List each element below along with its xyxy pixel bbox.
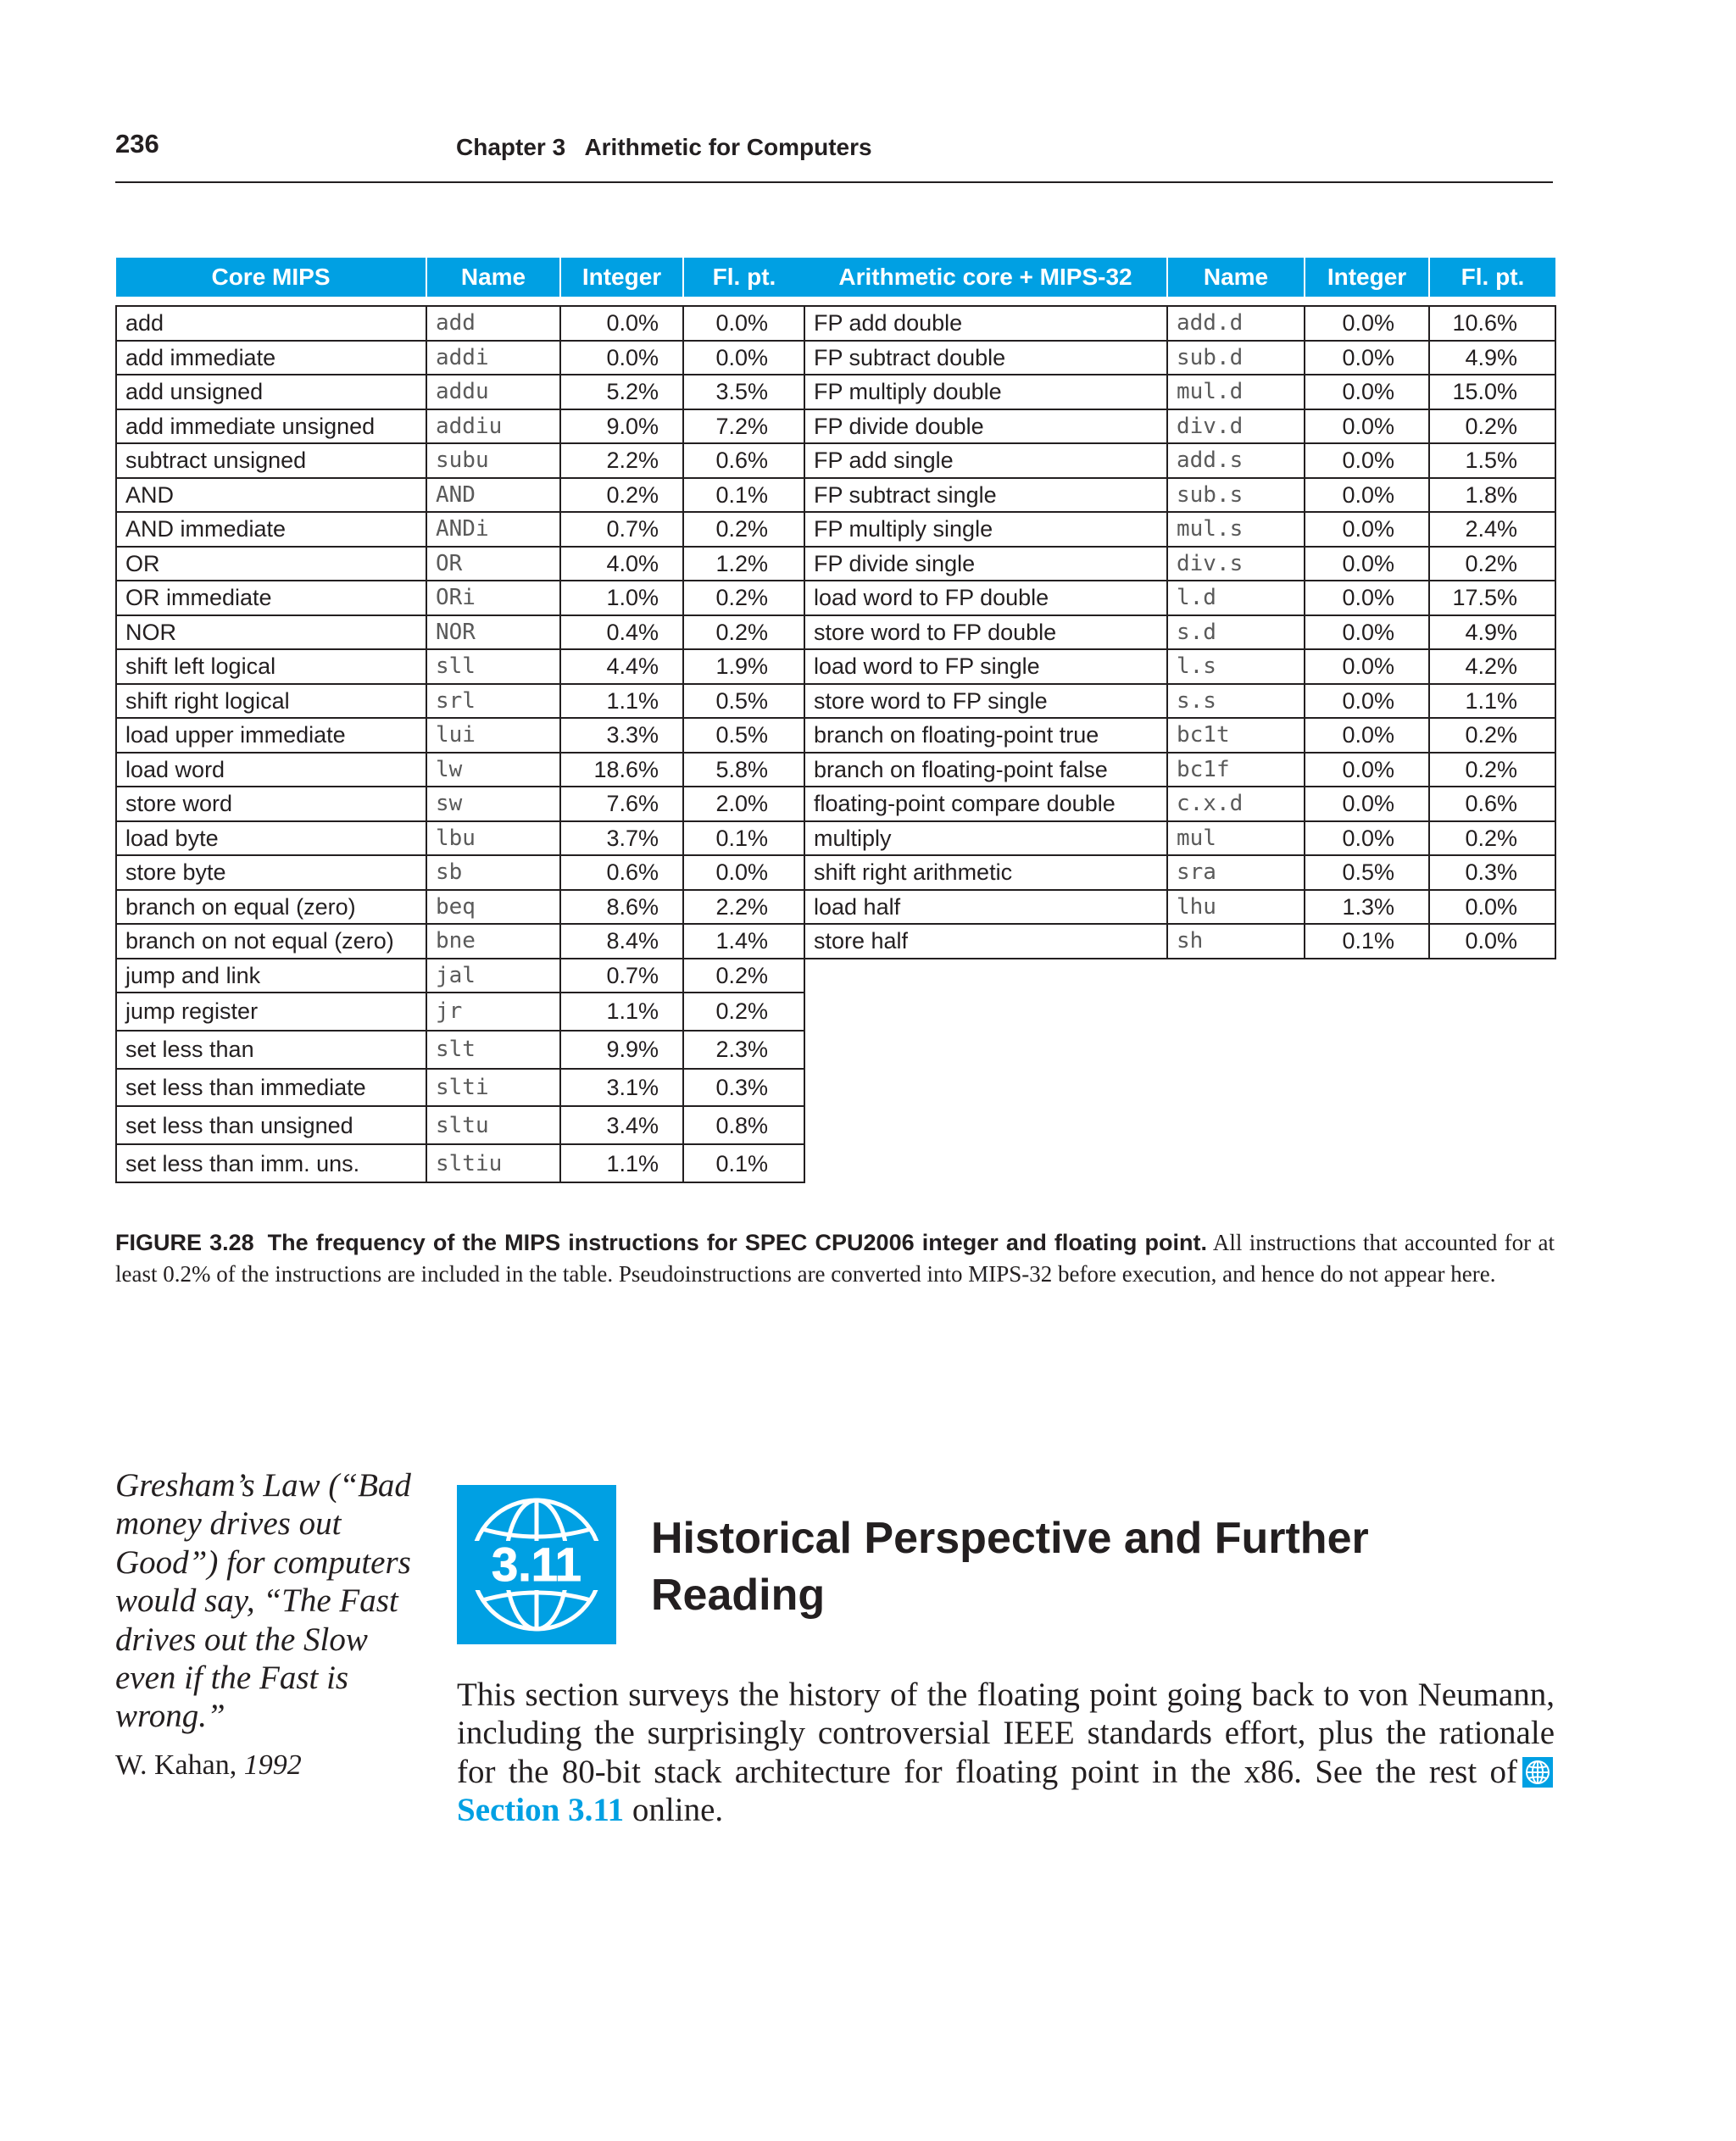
fp-frequency: 0.2% — [1429, 718, 1555, 753]
mnemonic: add — [426, 306, 560, 341]
mnemonic: srl — [426, 684, 560, 719]
mnemonic: bc1t — [1167, 718, 1305, 753]
epigraph-quote: Gresham’s Law (“Bad money drives out Good”) for computers would say, “The Fast drives out the Slow even if the Fast is wrong.” — [115, 1467, 411, 1735]
table-row — [116, 718, 804, 753]
section-body-end: online. — [632, 1792, 724, 1829]
fp-frequency: 4.2% — [1429, 649, 1555, 684]
table-row — [116, 478, 804, 513]
fp-frequency: 1.1% — [1429, 684, 1555, 719]
mnemonic: jal — [426, 959, 560, 993]
mnemonic: addiu — [426, 409, 560, 444]
instruction-name: OR — [116, 547, 426, 581]
section-heading: Historical Perspective and Further Reading — [651, 1514, 1369, 1620]
table-row — [804, 581, 1555, 615]
instruction-name: load half — [804, 890, 1167, 925]
integer-frequency: 8.4% — [560, 924, 683, 959]
integer-frequency: 0.0% — [1305, 581, 1429, 615]
instruction-name: branch on floating-point true — [804, 718, 1167, 753]
instruction-name: set less than unsigned — [116, 1106, 426, 1144]
table-row — [804, 718, 1555, 753]
mnemonic: addi — [426, 341, 560, 375]
table-row — [116, 649, 804, 684]
mnemonic: sll — [426, 649, 560, 684]
mnemonic: NOR — [426, 615, 560, 650]
table-row — [116, 306, 804, 341]
instruction-name: FP multiply double — [804, 375, 1167, 409]
core-mips-table — [115, 258, 805, 1183]
mnemonic: ANDi — [426, 512, 560, 547]
epigraph-author — [115, 1749, 302, 1782]
table-row — [116, 1144, 804, 1182]
instruction-name: add immediate unsigned — [116, 409, 426, 444]
fp-frequency: 0.6% — [1429, 787, 1555, 821]
integer-frequency: 1.1% — [560, 993, 683, 1031]
integer-frequency: 0.0% — [560, 341, 683, 375]
mnemonic: c.x.d — [1167, 787, 1305, 821]
fp-frequency: 0.0% — [1429, 924, 1555, 959]
fp-frequency: 0.2% — [683, 959, 804, 993]
fp-frequency: 1.2% — [683, 547, 804, 581]
instruction-name: FP divide double — [804, 409, 1167, 444]
table-header-row — [116, 258, 804, 297]
column-header: Fl. pt. — [683, 258, 804, 297]
integer-frequency: 8.6% — [560, 890, 683, 925]
table-row — [804, 753, 1555, 787]
instruction-name: add immediate — [116, 341, 426, 375]
web-link-icon — [1522, 1757, 1553, 1788]
fp-frequency: 0.2% — [1429, 821, 1555, 856]
integer-frequency: 0.0% — [1305, 615, 1429, 650]
chapter-title: Chapter 3 Arithmetic for Computers — [456, 134, 872, 160]
instruction-name: shift right arithmetic — [804, 855, 1167, 890]
table-row — [116, 341, 804, 375]
figure-caption — [115, 1227, 1555, 1290]
instruction-name: jump and link — [116, 959, 426, 993]
integer-frequency: 0.0% — [1305, 306, 1429, 341]
fp-frequency: 3.5% — [683, 375, 804, 409]
integer-frequency: 4.4% — [560, 649, 683, 684]
mnemonic: slt — [426, 1031, 560, 1069]
mnemonic: s.d — [1167, 615, 1305, 650]
integer-frequency: 0.0% — [1305, 684, 1429, 719]
fp-frequency: 0.3% — [683, 1069, 804, 1107]
instruction-name: store half — [804, 924, 1167, 959]
table-row — [804, 409, 1555, 444]
fp-frequency: 10.6% — [1429, 306, 1555, 341]
mnemonic: sh — [1167, 924, 1305, 959]
integer-frequency: 0.0% — [1305, 547, 1429, 581]
fp-frequency: 0.0% — [683, 341, 804, 375]
table-row — [116, 753, 804, 787]
fp-frequency: 15.0% — [1429, 375, 1555, 409]
integer-frequency: 3.3% — [560, 718, 683, 753]
fp-frequency: 2.0% — [683, 787, 804, 821]
table-row — [804, 478, 1555, 513]
instruction-name: FP divide single — [804, 547, 1167, 581]
table-row — [116, 855, 804, 890]
instruction-name: load word to FP double — [804, 581, 1167, 615]
instruction-name: FP add single — [804, 443, 1167, 478]
table-row — [804, 615, 1555, 650]
fp-frequency: 4.9% — [1429, 341, 1555, 375]
table-row — [116, 959, 804, 993]
integer-frequency: 0.0% — [1305, 821, 1429, 856]
instruction-name: load upper immediate — [116, 718, 426, 753]
section-link[interactable]: Section 3.11 — [457, 1792, 625, 1829]
mnemonic: beq — [426, 890, 560, 925]
table-row — [116, 581, 804, 615]
table-row — [804, 649, 1555, 684]
integer-frequency: 7.6% — [560, 787, 683, 821]
mnemonic: ORi — [426, 581, 560, 615]
mnemonic: AND — [426, 478, 560, 513]
fp-frequency: 0.6% — [683, 443, 804, 478]
column-header: Core MIPS — [116, 258, 426, 297]
table-row — [116, 924, 804, 959]
author-name: W. Kahan, — [115, 1749, 237, 1781]
mnemonic: mul.s — [1167, 512, 1305, 547]
integer-frequency: 0.1% — [1305, 924, 1429, 959]
instruction-name: multiply — [804, 821, 1167, 856]
fp-frequency: 1.9% — [683, 649, 804, 684]
instruction-name: FP add double — [804, 306, 1167, 341]
table-row — [804, 890, 1555, 925]
instruction-name: FP subtract single — [804, 478, 1167, 513]
instruction-name: store word — [116, 787, 426, 821]
table-row — [804, 512, 1555, 547]
instruction-name: store byte — [116, 855, 426, 890]
fp-frequency: 2.3% — [683, 1031, 804, 1069]
mnemonic: l.s — [1167, 649, 1305, 684]
table-row — [116, 409, 804, 444]
mnemonic: mul — [1167, 821, 1305, 856]
mnemonic: lui — [426, 718, 560, 753]
mnemonic: s.s — [1167, 684, 1305, 719]
table-row — [116, 684, 804, 719]
table-row — [804, 855, 1555, 890]
instruction-name: store word to FP double — [804, 615, 1167, 650]
fp-frequency: 0.2% — [1429, 753, 1555, 787]
mnemonic: bne — [426, 924, 560, 959]
table-row — [116, 1069, 804, 1107]
mnemonic: lhu — [1167, 890, 1305, 925]
instruction-name: store word to FP single — [804, 684, 1167, 719]
fp-frequency: 0.1% — [683, 821, 804, 856]
fp-frequency: 0.2% — [683, 615, 804, 650]
integer-frequency: 0.0% — [1305, 649, 1429, 684]
globe-icon — [457, 1485, 616, 1644]
integer-frequency: 3.7% — [560, 821, 683, 856]
table-row — [116, 993, 804, 1031]
section-body-text: This section surveys the history of the floating point going back to von Neumann, including the surprisingly controversial IEEE standards effort, plus the rationale for the 80-bit stack architecture for floating point in the x86. See the rest of — [457, 1677, 1555, 1790]
integer-frequency: 2.2% — [560, 443, 683, 478]
mnemonic: sltiu — [426, 1144, 560, 1182]
mnemonic: mul.d — [1167, 375, 1305, 409]
page-number: 236 — [115, 129, 159, 158]
instruction-name: add unsigned — [116, 375, 426, 409]
mnemonic: bc1f — [1167, 753, 1305, 787]
integer-frequency: 1.1% — [560, 684, 683, 719]
instruction-name: shift right logical — [116, 684, 426, 719]
instruction-name: add — [116, 306, 426, 341]
integer-frequency: 0.7% — [560, 512, 683, 547]
integer-frequency: 0.0% — [1305, 409, 1429, 444]
mnemonic: l.d — [1167, 581, 1305, 615]
table-row — [116, 1106, 804, 1144]
table-row — [804, 375, 1555, 409]
table-row — [116, 547, 804, 581]
fp-frequency: 0.0% — [683, 306, 804, 341]
table-row — [804, 787, 1555, 821]
instruction-name: AND immediate — [116, 512, 426, 547]
table-row — [804, 306, 1555, 341]
integer-frequency: 3.1% — [560, 1069, 683, 1107]
integer-frequency: 0.0% — [560, 306, 683, 341]
integer-frequency: 0.0% — [1305, 341, 1429, 375]
mnemonic: add.d — [1167, 306, 1305, 341]
fp-frequency: 0.2% — [683, 581, 804, 615]
instruction-name: branch on equal (zero) — [116, 890, 426, 925]
mnemonic: OR — [426, 547, 560, 581]
table-row — [116, 615, 804, 650]
table-header-row — [804, 258, 1555, 297]
integer-frequency: 0.0% — [1305, 787, 1429, 821]
column-header: Integer — [1305, 258, 1429, 297]
column-header: Fl. pt. — [1429, 258, 1555, 297]
fp-frequency: 0.2% — [683, 993, 804, 1031]
table-row — [116, 1031, 804, 1069]
instruction-name: set less than immediate — [116, 1069, 426, 1107]
quote-year: 1992 — [243, 1749, 302, 1781]
mnemonic: sra — [1167, 855, 1305, 890]
integer-frequency: 1.1% — [560, 1144, 683, 1182]
instruction-name: load word — [116, 753, 426, 787]
fp-frequency: 0.0% — [683, 855, 804, 890]
fp-frequency: 0.8% — [683, 1106, 804, 1144]
integer-frequency: 9.9% — [560, 1031, 683, 1069]
integer-frequency: 18.6% — [560, 753, 683, 787]
table-row — [116, 443, 804, 478]
fp-frequency: 1.5% — [1429, 443, 1555, 478]
integer-frequency: 0.0% — [1305, 375, 1429, 409]
integer-frequency: 0.0% — [1305, 753, 1429, 787]
mnemonic: jr — [426, 993, 560, 1031]
instruction-name: load byte — [116, 821, 426, 856]
integer-frequency: 0.6% — [560, 855, 683, 890]
fp-frequency: 1.4% — [683, 924, 804, 959]
fp-frequency: 0.2% — [1429, 547, 1555, 581]
mnemonic: div.s — [1167, 547, 1305, 581]
fp-frequency: 5.8% — [683, 753, 804, 787]
fp-frequency: 0.5% — [683, 684, 804, 719]
mnemonic: sub.s — [1167, 478, 1305, 513]
mnemonic: sub.d — [1167, 341, 1305, 375]
instruction-name: jump register — [116, 993, 426, 1031]
mnemonic: addu — [426, 375, 560, 409]
fp-frequency: 2.2% — [683, 890, 804, 925]
integer-frequency: 3.4% — [560, 1106, 683, 1144]
integer-frequency: 0.0% — [1305, 443, 1429, 478]
mnemonic: lbu — [426, 821, 560, 856]
instruction-name: FP multiply single — [804, 512, 1167, 547]
mnemonic: sltu — [426, 1106, 560, 1144]
arithmetic-core-table — [804, 258, 1556, 959]
table-row — [804, 547, 1555, 581]
instruction-name: AND — [116, 478, 426, 513]
integer-frequency: 1.0% — [560, 581, 683, 615]
table-row — [116, 512, 804, 547]
mnemonic: slti — [426, 1069, 560, 1107]
integer-frequency: 1.3% — [1305, 890, 1429, 925]
instruction-name: subtract unsigned — [116, 443, 426, 478]
fp-frequency: 7.2% — [683, 409, 804, 444]
integer-frequency: 0.2% — [560, 478, 683, 513]
instruction-name: floating-point compare double — [804, 787, 1167, 821]
figure-text: All instructions that accounted for at least 0.2% of the instructions are included in the table. Pseudoinstructions are converted into MIPS-32 before execution, and hence do not appear here. — [115, 1230, 1555, 1287]
integer-frequency: 0.5% — [1305, 855, 1429, 890]
column-header: Integer — [560, 258, 683, 297]
column-header: Name — [426, 258, 560, 297]
fp-frequency: 0.2% — [683, 512, 804, 547]
fp-frequency: 2.4% — [1429, 512, 1555, 547]
instruction-name: shift left logical — [116, 649, 426, 684]
instruction-name: FP subtract double — [804, 341, 1167, 375]
instruction-name: branch on floating-point false — [804, 753, 1167, 787]
integer-frequency: 9.0% — [560, 409, 683, 444]
mnemonic: add.s — [1167, 443, 1305, 478]
mnemonic: subu — [426, 443, 560, 478]
figure-title: The frequency of the MIPS instructions for SPEC CPU2006 integer and floating point. — [267, 1230, 1207, 1255]
table-row — [116, 787, 804, 821]
fp-frequency: 0.2% — [1429, 409, 1555, 444]
mnemonic: lw — [426, 753, 560, 787]
mnemonic: sw — [426, 787, 560, 821]
fp-frequency: 0.1% — [683, 1144, 804, 1182]
integer-frequency: 0.4% — [560, 615, 683, 650]
column-header: Name — [1167, 258, 1305, 297]
fp-frequency: 17.5% — [1429, 581, 1555, 615]
integer-frequency: 0.7% — [560, 959, 683, 993]
table-row — [804, 341, 1555, 375]
table-row — [804, 684, 1555, 719]
table-row — [804, 821, 1555, 856]
instruction-name: OR immediate — [116, 581, 426, 615]
integer-frequency: 0.0% — [1305, 718, 1429, 753]
integer-frequency: 5.2% — [560, 375, 683, 409]
integer-frequency: 0.0% — [1305, 478, 1429, 513]
mnemonic: div.d — [1167, 409, 1305, 444]
fp-frequency: 0.1% — [683, 478, 804, 513]
fp-frequency: 0.5% — [683, 718, 804, 753]
fp-frequency: 0.0% — [1429, 890, 1555, 925]
instruction-name: NOR — [116, 615, 426, 650]
integer-frequency: 0.0% — [1305, 512, 1429, 547]
fp-frequency: 0.3% — [1429, 855, 1555, 890]
table-row — [804, 443, 1555, 478]
fp-frequency: 4.9% — [1429, 615, 1555, 650]
page-header — [115, 129, 1553, 183]
fp-frequency: 1.8% — [1429, 478, 1555, 513]
column-header: Arithmetic core + MIPS-32 — [804, 258, 1167, 297]
figure-label: FIGURE 3.28 — [115, 1230, 254, 1255]
integer-frequency: 4.0% — [560, 547, 683, 581]
table-row — [116, 375, 804, 409]
instruction-name: set less than — [116, 1031, 426, 1069]
instruction-name: branch on not equal (zero) — [116, 924, 426, 959]
table-row — [116, 890, 804, 925]
table-row — [804, 924, 1555, 959]
mnemonic: sb — [426, 855, 560, 890]
instruction-name: load word to FP single — [804, 649, 1167, 684]
section-number: 3.11 — [492, 1538, 581, 1591]
instruction-name: set less than imm. uns. — [116, 1144, 426, 1182]
table-row — [116, 821, 804, 856]
section-body — [457, 1676, 1555, 1830]
